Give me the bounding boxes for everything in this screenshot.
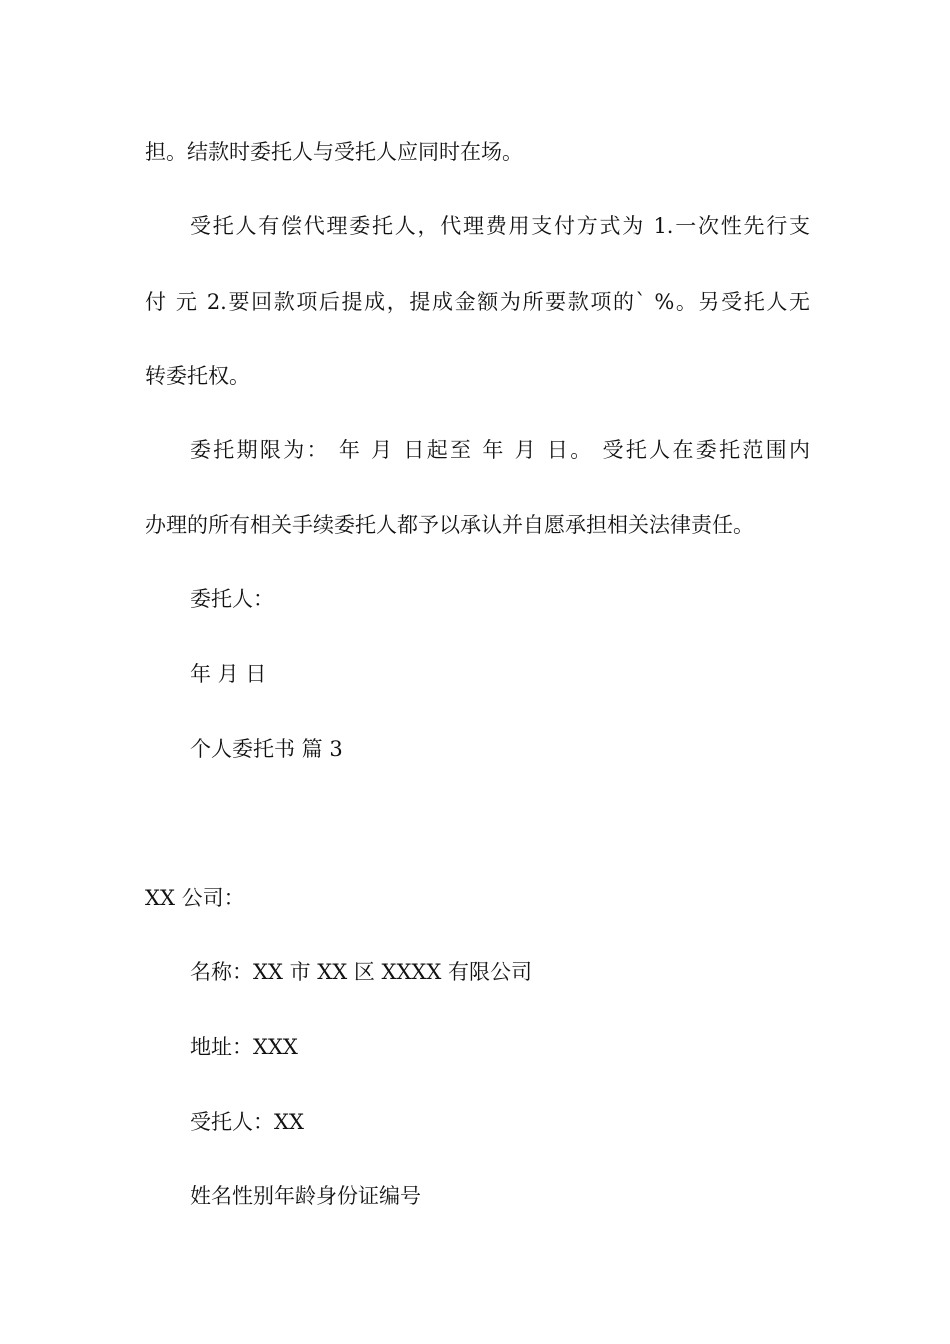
agent-line: 受托人：XX [190,1110,304,1134]
address-line: 地址：XXX [190,1035,298,1059]
section-title: 个人委托书 篇 3 [190,737,343,761]
paragraph-line: 付 元 2.要回款项后提成，提成金额为所要款项的` %。另受托人无 [145,290,810,314]
agent-info-header: 姓名性别年龄身份证编号 [190,1184,421,1208]
paragraph-line: 办理的所有相关手续委托人都予以承认并自愿承担相关法律责任。 [145,513,754,537]
company-name-line: 名称：XX 市 XX 区 XXXX 有限公司 [190,960,532,984]
date-line: 年 月 日 [190,662,267,686]
paragraph-line: 受托人有偿代理委托人，代理费用支付方式为 1.一次性先行支 [190,214,810,238]
paragraph-line: 转委托权。 [145,364,250,388]
addressee-line: XX 公司： [145,886,245,910]
principal-label: 委托人： [190,587,274,611]
paragraph-line: 担。结款时委托人与受托人应同时在场。 [145,140,523,164]
paragraph-line: 委托期限为： 年 月 日起至 年 月 日。 受托人在委托范围内 [190,438,810,462]
